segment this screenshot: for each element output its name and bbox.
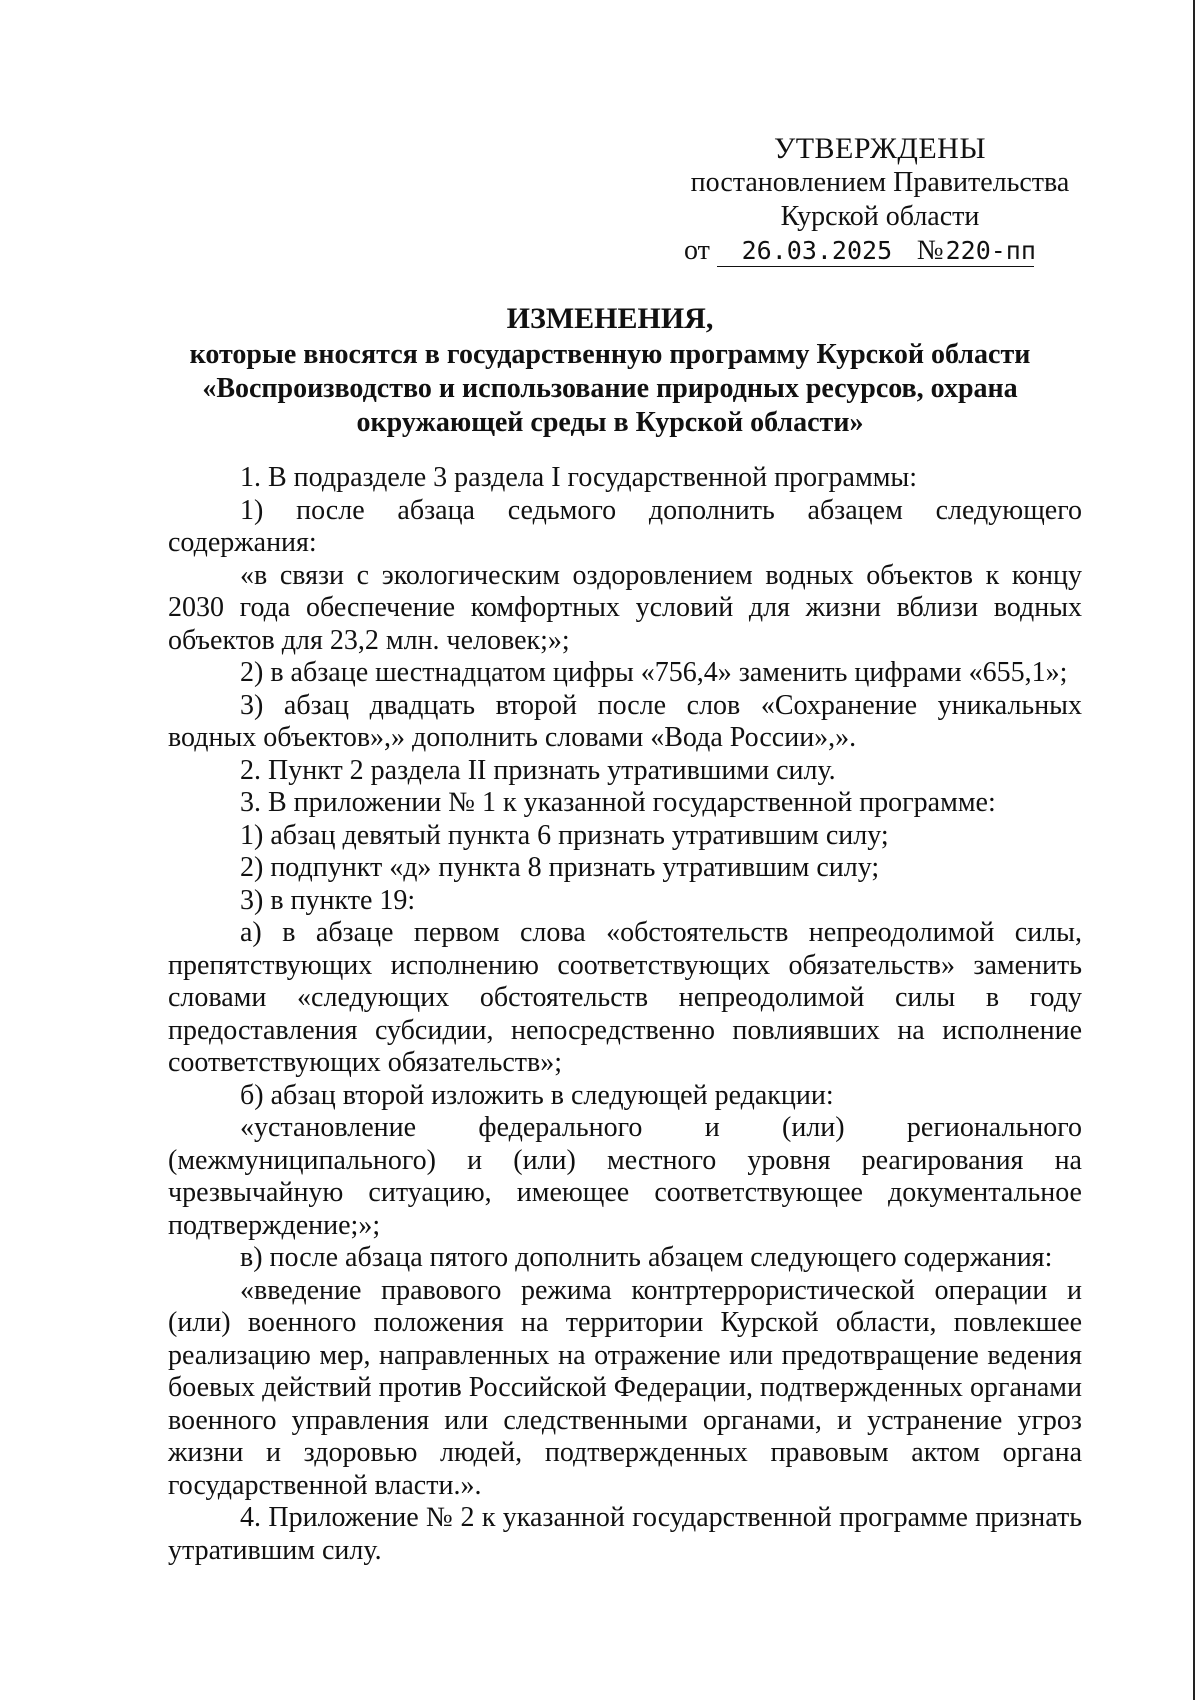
approval-line-2: Курской области [780,201,980,232]
heading-title: ИЗМЕНЕНИЯ, [506,302,714,335]
heading-line-2: «Воспроизводство и использование природных ресурсов, охрана [202,373,1018,404]
paragraph: 2. Пункт 2 раздела II признать утратившими силу. [240,754,836,786]
paragraph: «установление федерального и (или) регионального (межмуниципального) и (или) местного уровня реагирования на чрезвычайную ситуацию, имеющее соответствующее документальное подтверждение;»; [168,1112,1082,1241]
heading-line-1: которые вносятся в государственную программу Курской области [189,339,1031,370]
paragraph: «введение правового режима контртеррористической операции и (или) военного положения на территории Курской области, повлекшее реализацию мер, направленных на отражение или предотвращение ведения боевых действий против Российской Федерации, подтвержденных органами военного управления или следственными органами, и устранение угроз жизни и здоровью людей, подтвержденных правовым актом органа государственной власти.». [168,1274,1082,1501]
paragraph: 1) после абзаца седьмого дополнить абзацем следующего содержания: [168,494,1082,558]
paragraph: 1. В подразделе 3 раздела I государственной программы: [240,462,918,493]
paragraph: 3. В приложении № 1 к указанной государственной программе: [240,787,996,818]
paragraph: 2) в абзаце шестнадцатом цифры «756,4» заменить цифрами «655,1»; [240,657,1068,688]
approval-number: 220-пп [945,236,1036,265]
number-label: № [916,235,944,266]
from-label: от [684,235,710,266]
document-heading [160,302,1060,440]
heading-line-3: окружающей среды в Курской области» [356,407,864,438]
approval-stamp [680,132,1080,268]
paragraph: б) абзац второй изложить в следующей редакции: [240,1079,834,1111]
paragraph: 4. Приложение № 2 к указанной государственной программе признать утратившим силу. [168,1502,1082,1566]
paragraph: 3) абзац двадцать второй после слов «Сохранение уникальных водных объектов»,» дополнить словами «Вода России»,». [168,689,1082,753]
paragraph: в) после абзаца пятого дополнить абзацем следующего содержания: [240,1242,1053,1273]
paragraph: 1) абзац девятый пункта 6 признать утратившим силу; [240,819,889,851]
scan-edge-line [1193,0,1195,1700]
document-body [168,462,1082,1567]
approval-line-1: постановлением Правительства [690,167,1070,198]
paragraph: а) в абзаце первом слова «обстоятельств непреодолимой силы, препятствующих исполнению соответствующих обязательств» заменить словами «следующих обстоятельств непреодолимой силы в году предоставления субсидии, непосредственно повлиявших на исполнение соответствующих обязательств»; [168,917,1082,1078]
approval-date-line [680,234,1080,268]
approval-date: 26.03.2025 [717,236,917,267]
paragraph: 3) в пункте 19: [240,884,416,916]
paragraph: 2) подпункт «д» пункта 8 признать утратившим силу; [240,852,880,883]
approval-title: УТВЕРЖДЕНЫ [773,132,987,165]
paragraph: «в связи с экологическим оздоровлением водных объектов к концу 2030 года обеспечение комфортных условий для жизни вблизи водных объектов для 23,2 млн. человек;»; [168,559,1082,656]
